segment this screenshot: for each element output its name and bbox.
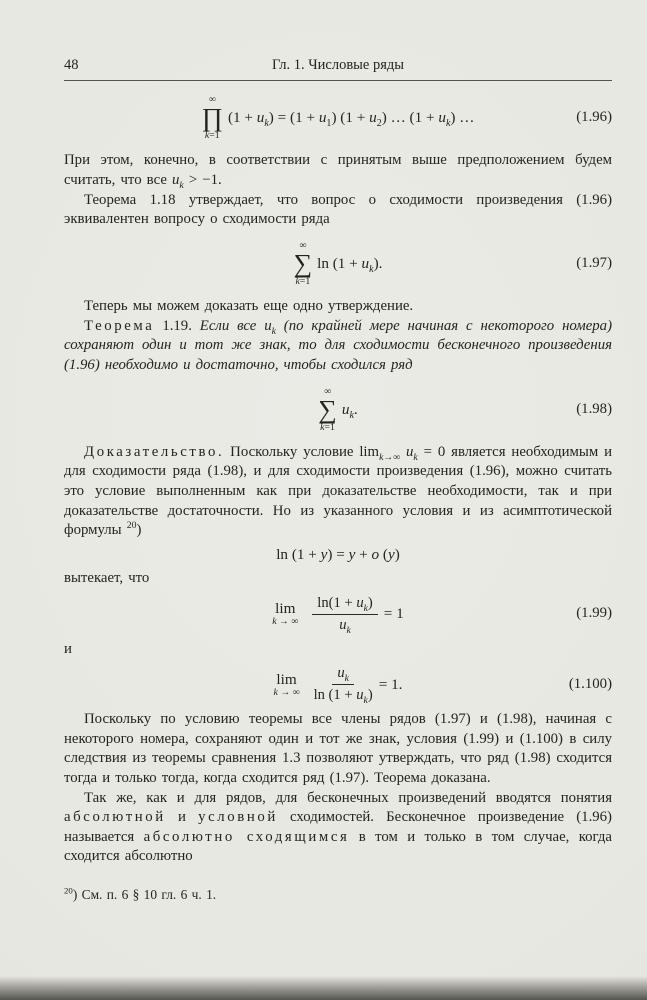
page-header: [64, 57, 612, 81]
paragraph-theorem-1-19: [64, 317, 612, 376]
lim-word: lim: [276, 670, 297, 688]
sum-operator: [318, 386, 337, 434]
formula-1-99: [64, 594, 612, 635]
fraction-numerator: $\ln(1 + u_k)$: [312, 594, 378, 615]
text-segment: в том и только в том случае, когда сходится абсолютно: [64, 828, 612, 865]
spaced-term-conditional: условной: [198, 809, 278, 826]
formula-body: ln (1 + y) = y + o (y): [276, 545, 400, 563]
formula-rhs: = 1: [383, 605, 404, 623]
formula-1-100: [64, 664, 612, 705]
upper-limit: ∞: [208, 94, 216, 105]
sum-symbol: ∑: [293, 248, 313, 278]
fraction-numerator: $u_k$: [332, 664, 354, 685]
upper-limit: ∞: [324, 385, 332, 397]
paragraph-theorem-1-18: Теорема 1.18 утверждает, что вопрос о сходимости произведения (1.96) эквивалентен вопросу о сходимости ряда: [64, 191, 612, 228]
formula-1-98: [64, 386, 612, 434]
proof-label: Доказательство.: [84, 443, 225, 460]
lim-word: lim: [275, 600, 296, 618]
upper-limit: ∞: [299, 239, 307, 251]
paragraph-it-follows: вытекает, что: [64, 570, 150, 587]
text-segment: сходимостей. Бесконечное произведение (1.96) называется: [64, 809, 612, 845]
formula-1-96: [64, 94, 612, 142]
equation-number: (1.97): [576, 255, 612, 272]
product-operator: [202, 94, 223, 142]
fraction-denominator: $u_k$: [339, 616, 351, 636]
limit-operator: [274, 672, 300, 698]
theorem-number: 1.19.: [154, 317, 192, 334]
spaced-term-absolutely-convergent: абсолютно сходящимся: [143, 828, 350, 845]
page-number: 48: [64, 57, 79, 73]
paragraph-assumption: При этом, конечно, в соответствии с принятым выше предположением будем считать, что все $u_k > -1$.: [64, 152, 612, 191]
lower-limit: k=1: [320, 421, 335, 433]
text-segment: Так же, как и для рядов, для бесконечных произведений вводятся понятия: [84, 789, 612, 806]
page-content: [64, 94, 612, 903]
formula-body: $\ln (1 + u_k)$.: [317, 254, 383, 275]
lim-subscript: k → ∞: [273, 686, 300, 698]
theorem-statement: Если все $u_k$ (по крайней мере начиная с некоторого номера) сохраняют один и тот же знак, то для сходимости бесконечного произведения (1.96) необходимо и достаточно, чтобы сходился ряд: [64, 317, 612, 373]
equation-number: (1.99): [576, 605, 612, 622]
lower-limit: k=1: [204, 130, 220, 142]
scan-bottom-edge: [0, 976, 647, 1000]
fraction: [312, 594, 378, 635]
equation-number: (1.96): [576, 109, 612, 126]
formula-rhs: = 1.: [378, 675, 403, 693]
running-title: Гл. 1. Числовые ряды: [271, 57, 405, 73]
formula-log-asymptotic: [64, 546, 612, 564]
fraction: [314, 664, 373, 705]
lim-subscript: k → ∞: [272, 615, 299, 627]
formula-body: $u_k$.: [341, 400, 358, 421]
lower-limit: k=1: [295, 275, 311, 287]
fraction-denominator: $\ln (1 + u_k)$: [313, 687, 373, 707]
paragraph-next-statement: Теперь мы можем доказать еще одно утверждение.: [84, 298, 414, 315]
proof-body: Поскольку условие $\lim_{k\to\infty} u_k = 0$ является необходимым и для сходимости ряда (1.98), и для сходимости произведения (1.96), можно считать это условие выполненным как при доказательстве необходимости, так и при доказательстве достаточности. Но из указанного условия и из асимптотической формулы $^{20}$): [64, 443, 613, 539]
text-segment: и: [165, 809, 199, 826]
formula-1-97: [64, 240, 612, 288]
theorem-label: Теорема: [84, 317, 155, 334]
paragraph-absolute-convergence: [64, 789, 612, 867]
formula-body: $(1 + u_k) = (1 + u_1)$ $(1 + u_2)$ … $(1 + u_k)$ …: [227, 109, 475, 130]
footnote: $^{20}$) См. п. 6 § 10 гл. 6 ч. 1.: [64, 885, 217, 902]
paragraph-proof: [64, 443, 612, 541]
equation-number: (1.100): [568, 675, 612, 692]
paragraph-and: и: [64, 640, 72, 657]
sum-operator: [294, 240, 313, 288]
limit-operator: [272, 601, 298, 627]
spaced-term-absolute: абсолютной: [64, 809, 166, 826]
equation-number: (1.98): [576, 400, 612, 417]
sum-symbol: ∑: [318, 394, 337, 424]
paragraph-comparison: Поскольку по условию теоремы все члены рядов (1.97) и (1.98), начиная с некоторого номера, сохраняют один и тот же знак, условия (1.99) и (1.100) в силу следствия из теоремы сравнения 1.3 позволяют утверждать, что ряд (1.98) сходится тогда и только тогда, когда сходится ряд (1.97). Теорема доказана.: [64, 711, 612, 786]
product-symbol: ∏: [201, 103, 223, 133]
